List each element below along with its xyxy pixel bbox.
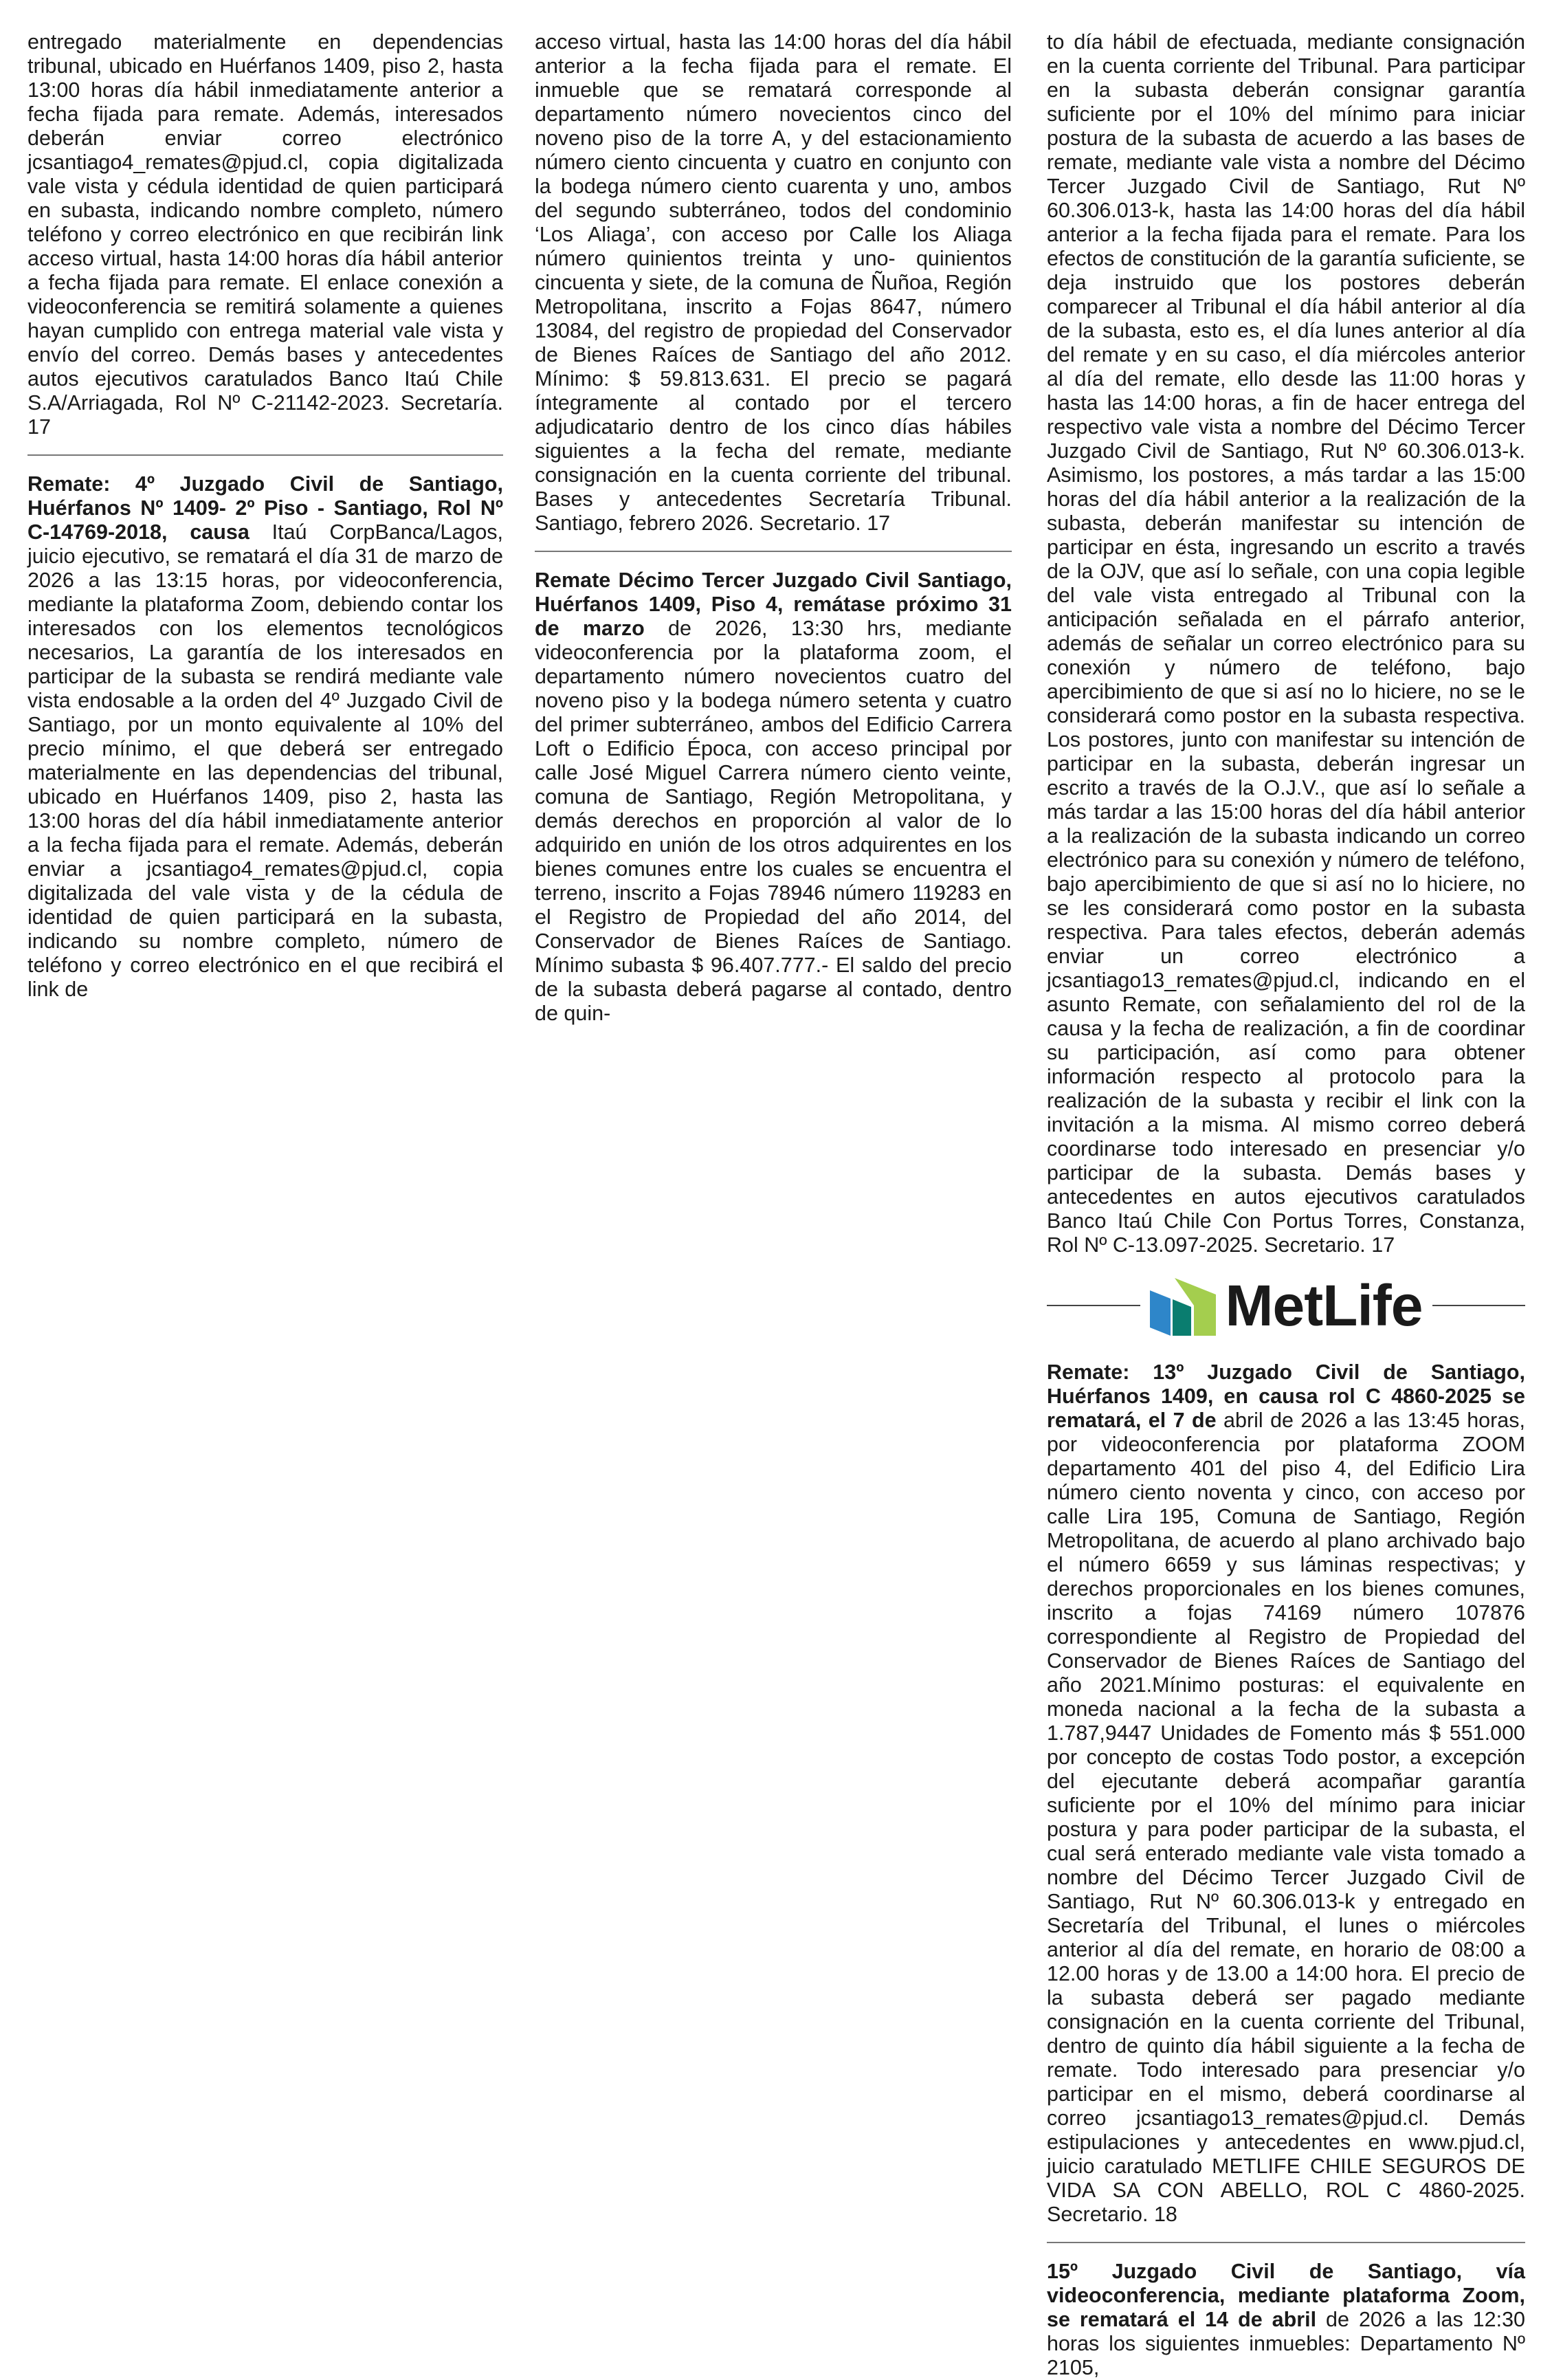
notice-body: Itaú CorpBanca/Lagos, juicio ejecutivo, se rematará el día 31 de marzo de 2026 a las 13:15 horas, por videoconferencia, mediante la plataforma Zoom, debiendo contar los interesados con los elementos tecnológicos necesarios, La garantía de los interesados en participar de la subasta se rendirá mediante vale vista endosable a la orden del 4º Juzgado Civil de Santiago, por un monto equivalente al 10% del precio mínimo, el que deberá ser entregado materialmente en las dependencias del tribunal, ubicado en Huérfanos 1409, piso 2, hasta las 13:00 horas del día hábil inmediatamente anterior a la fecha fijada para el remate. Además, deberán enviar a jcsantiago4_remates@pjud.cl, copia digitalizada del vale vista y de la cédula de identidad de quien participará en la subasta, indicando su nombre completo, número de teléfono y correo electrónico en el que recibirá el link de: [27, 520, 504, 1001]
notice-heading: Remate: 13º Juzgado Civil de Santiago, Huérfanos 1409, en causa rol C 4860-2025 se rematará, el 7 de: [1047, 1360, 1525, 1432]
notice-15th-court: [1047, 2260, 1525, 2380]
column-3: [1047, 30, 1525, 2380]
metlife-mark-icon: [1150, 1275, 1216, 1336]
divider: [27, 454, 503, 456]
metlife-ad: [1047, 1275, 1525, 1336]
notice-metlife: [1047, 1360, 1525, 2227]
metlife-logo: [1150, 1275, 1423, 1336]
notice-body: abril de 2026 a las 13:45 horas, por videoconferencia por plataforma ZOOM departamento 401 del piso 4, del Edificio Lira número ciento noventa y cinco, con acceso por calle Lira 195, Comuna de Santiago, Región Metropolitana, de acuerdo al plano archivado bajo el número 6659 y sus láminas respectivas; y derechos proporcionales en los bienes comunes, inscrito a fojas 74169 número 107876 correspondiente al Registro de Propiedad del Conservador de Bienes Raíces de Santiago del año 2021.Mínimo posturas: el equivalente en moneda nacional a la fecha de la subasta a 1.787,9447 Unidades de Fomento más $ 551.000 por concepto de costas Todo postor, a excepción del ejecutante deberá acompañar garantía suficiente por el 10% del mínimo para iniciar postura y para poder participar de la subasta, el cual será enterado mediante vale vista tomado a nombre del Décimo Tercer Juzgado Civil de Santiago, Rut Nº 60.306.013-k y entregado en Secretaría del Tribunal, el lunes o miércoles anterior al día del remate, en horario de 08:00 a 12.00 horas y de 13.00 a 14:00 hora. El precio de la subasta deberá ser pagado mediante consignación en la cuenta corriente del Tribunal, dentro de quinto día hábil siguiente a la fecha de remate. Todo interesado para presenciar y/o participar en el mismo, deberá coordinarse al correo jcsantiago13_remates@pjud.cl. Demás estipulaciones y antecedentes en www.pjud.cl, juicio caratulado METLIFE CHILE SEGUROS DE VIDA SA CON ABELLO, ROL C 4860-2025. Secretario. 18: [1047, 1409, 1525, 2226]
notice-4th-court: [27, 472, 503, 1002]
notice-heading: Remate: 4º Juzgado Civil de Santiago, Huérfanos Nº 1409- 2º Piso - Santiago, Rol Nº C-14769-2018, causa: [27, 472, 503, 544]
column-2: [535, 30, 1012, 1026]
divider: [535, 551, 1012, 552]
ad-rule-left: [1047, 1305, 1140, 1306]
notice-heading: 15º Juzgado Civil de Santiago, vía videoconferencia, mediante plataforma Zoom, se rematará el 14 de abril: [1047, 2260, 1525, 2331]
notice-body: de 2026, 13:30 hrs, mediante videoconferencia por la plataforma zoom, el departamento número novecientos cuatro del noveno piso y la bodega número setenta y cuatro del primer subterráneo, ambos del Edificio Carrera Loft o Edificio Época, con acceso principal por calle José Miguel Carrera número ciento veinte, comuna de Santiago, Región Metropolitana, y demás derechos en proporción al valor de lo adquirido en unión de los otros adquirentes en los bienes comunes entre los cuales se encuentra el terreno, inscrito a Fojas 78946 número 119283 en el Registro de Propiedad del año 2014, del Conservador de Bienes Raíces de Santiago. Mínimo subasta $ 96.407.777.- El saldo del precio de la subasta deberá pagarse al contado, dentro de quin-: [535, 617, 1012, 1025]
notice-continuation: acceso virtual, hasta las 14:00 horas del día hábil anterior a la fecha fijada para el remate. El inmueble que se rematará corresponde al departamento número novecientos cinco del noveno piso de la torre A, y del estacionamiento número ciento cincuenta y cuatro en conjunto con la bodega número ciento cuarenta y uno, ambos del segundo subterráneo, todos del condominio ‘Los Aliaga’, con acceso por Calle los Aliaga número quinientos treinta y uno- quinientos cincuenta y siete, de la comuna de Ñuñoa, Región Metropolitana, inscrito a Fojas 8647, número 13084, del registro de propiedad del Conservador de Bienes Raíces de Santiago del año 2012. Mínimo: $ 59.813.631. El precio se pagará íntegramente al contado por el tercero adjudicatario dentro de los cinco días hábiles siguientes a la fecha del remate, mediante consignación en la cuenta corriente del tribunal. Bases y antecedentes Secretaría Tribunal. Santiago, febrero 2026. Secretario. 17: [535, 30, 1012, 535]
notice-continuation: entregado materialmente en dependencias tribunal, ubicado en Huérfanos 1409, piso 2, hasta 13:00 horas día hábil inmediatamente anterior a fecha fijada para remate. Además, interesados deberán enviar correo electrónico jcsantiago4_remates@pjud.cl, copia digitalizada vale vista y cédula identidad de quien participará en subasta, indicando nombre completo, número teléfono y correo electrónico en que recibirán link acceso virtual, hasta 14:00 horas día hábil anterior a fecha fijada para remate. El enlace conexión a videoconferencia se remitirá solamente a quienes hayan cumplido con entrega material vale vista y envío del correo. Demás bases y antecedentes autos ejecutivos caratulados Banco Itaú Chile S.A/Arriagada, Rol Nº C-21142-2023. Secretaría. 17: [27, 30, 503, 439]
notice-continuation: to día hábil de efectuada, mediante consignación en la cuenta corriente del Tribunal. Para participar en la subasta deberán consignar garantía suficiente por el 10% del mínimo para iniciar postura de la subasta de acuerdo a las bases de remate, mediante vale vista a nombre del Décimo Tercer Juzgado Civil de Santiago, Rut Nº 60.306.013-k, hasta las 14:00 horas del día hábil anterior a la fecha fijada para el remate. Para los efectos de constitución de la garantía suficiente, se deja instruido que los postores deberán comparecer al Tribunal el día hábil anterior al día de la subasta, esto es, el día lunes anterior al día del remate y en su caso, el día miércoles anterior al día del remate, ello desde las 11:00 horas y hasta las 14:00 horas, a fin de hacer entrega del respectivo vale vista a nombre del Décimo Tercer Juzgado Civil de Santiago, Rut Nº 60.306.013-k. Asimismo, los postores, a más tardar a las 15:00 horas del día hábil anterior a la realización de la subasta, deberán manifestar su intención de participar en ésta, ingresando un escrito a través de la OJV, que así lo señale, con una copia legible del vale vista entregado al Tribunal con la anticipación señalada en el párrafo anterior, además de señalar un correo electrónico para su conexión y número de teléfono, bajo apercibimiento de que si así no lo hiciere, no se le considerará como postor en la subasta respectiva. Los postores, junto con manifestar su intención de participar en la subasta, deberán ingresar un escrito a través de la O.J.V., que así lo señale a más tardar a las 15:00 horas del día hábil anterior a la realización de la subasta indicando un correo electrónico para su conexión y número de teléfono, bajo apercibimiento de que si así no lo hiciere, no se les considerará como postor en la subasta respectiva. Para tales efectos, deberán además enviar un correo electrónico a jcsantiago13_remates@pjud.cl, indicando en el asunto Remate, con señalamiento del rol de la causa y la fecha de realización, a fin de coordinar su participación, así como para obtener información respecto al protocolo para la realización de la subasta y recibir el link con la invitación a la misma. Al mismo correo deberá coordinarse todo interesado en presenciar y/o participar de la subasta. Demás bases y antecedentes en autos ejecutivos caratulados Banco Itaú Chile Con Portus Torres, Constanza, Rol Nº C-13.097-2025. Secretario. 17: [1047, 30, 1525, 1257]
notice-heading: Remate Décimo Tercer Juzgado Civil Santiago, Huérfanos 1409, Piso 4, remátase próximo 31 de marzo: [535, 569, 1012, 640]
notice-body: de 2026 a las 12:30 horas los siguientes inmuebles: Departamento Nº 2105,: [1047, 2308, 1526, 2379]
ad-rule-right: [1432, 1305, 1526, 1306]
column-1: [27, 30, 503, 1002]
metlife-wordmark: MetLife: [1225, 1273, 1423, 1338]
notice-13th-court: [535, 569, 1012, 1026]
divider: [1047, 2242, 1525, 2243]
